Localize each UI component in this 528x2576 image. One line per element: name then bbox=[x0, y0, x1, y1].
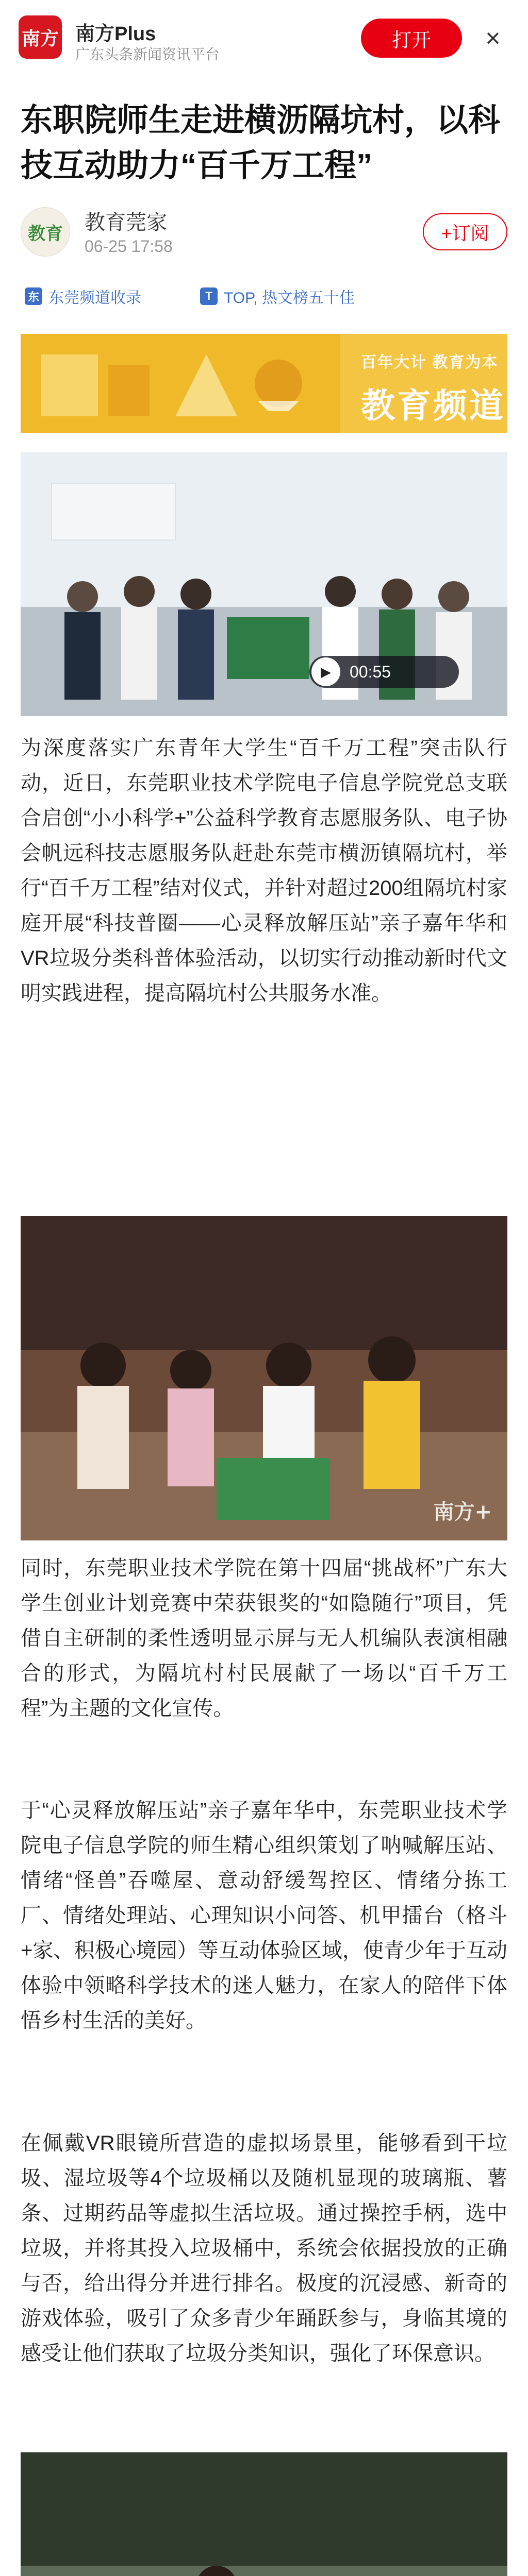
app-tagline: 广东头条新闻资讯平台 bbox=[75, 46, 220, 62]
photo-watermark: 南方+ bbox=[433, 1500, 492, 1524]
banner-title: 教育频道 bbox=[361, 386, 505, 425]
banner-decoration bbox=[21, 334, 340, 433]
tag-top-ranking[interactable] bbox=[196, 282, 361, 310]
article-photo[interactable] bbox=[21, 1216, 507, 1540]
app-download-bar bbox=[0, 0, 528, 77]
avatar[interactable]: 教育 bbox=[21, 207, 70, 257]
channel-icon: 东 bbox=[25, 287, 42, 305]
article-tags bbox=[21, 282, 507, 313]
article-photo[interactable] bbox=[21, 2452, 507, 2576]
article-paragraph: 在佩戴VR眼镜所营造的虚拟场景里，能够看到干垃圾、湿垃圾等4个垃圾桶以及随机显现的玻璃瓶、薯条、过期药品等虚拟生活垃圾。通过操控手柄，选中垃圾，并将其投入垃圾桶中，系统会依据投放的正确与否，给出得分并进行排名。极度的沉浸感、新奇的游戏体验，吸引了众多青少年踊跃参与，身临其境的感受让他们获取了垃圾分类知识，强化了环保意识。 bbox=[21, 2132, 507, 2365]
open-app-button[interactable]: 打开 bbox=[361, 19, 462, 58]
article-title: 东职院师生走进横沥隔坑村，以科技互动助力“百千万工程” bbox=[21, 103, 501, 183]
tag-dongguan-channel[interactable] bbox=[21, 282, 147, 310]
close-icon[interactable]: × bbox=[485, 24, 501, 53]
article-paragraph: 为深度落实广东青年大学生“百千万工程”突击队行动，近日，东莞职业技术学院电子信息学院党总支联合启创“小小科学+”公益科学教育志愿服务队、电子协会帆远科技志愿服务队赶赴东莞市横沥镇隔坑村，举行“百千万工程”结对仪式，并针对超过200组隔坑村家庭开展“科技普圈——心灵释放解压站”亲子嘉年华和VR垃圾分类科普体验活动，以切实行动推动新时代文明实践进程，提高隔坑村公共服务水准。 bbox=[21, 737, 507, 1005]
app-name: 南方Plus bbox=[75, 23, 156, 45]
video-duration: 00:55 bbox=[350, 662, 391, 681]
tag-label: 东莞频道收录 bbox=[48, 290, 141, 307]
author-row bbox=[21, 205, 507, 262]
article-paragraph: 于“心灵释放解压站”亲子嘉年华中，东莞职业技术学院电子信息学院的师生精心组织策划了呐喊解压站、情绪“怪兽”吞噬屋、意动舒缓驾控区、情绪分拣工厂、情绪处理站、心理知识小问答、机甲擂台（格斗+家、积极心境园）等互动体验区域，使青少年于互动体验中领略科学技术的迷人魅力，在家人的陪伴下体悟乡村生活的美好。 bbox=[21, 1799, 507, 2032]
author-name[interactable]: 教育莞家 bbox=[85, 211, 167, 234]
publish-date: 06-25 17:58 bbox=[85, 237, 173, 256]
article-video[interactable] bbox=[21, 452, 507, 716]
subscribe-button[interactable]: +订阅 bbox=[423, 213, 507, 250]
play-icon[interactable]: ▶ bbox=[311, 657, 340, 686]
video-controls[interactable] bbox=[309, 656, 459, 688]
top-icon: T bbox=[200, 287, 218, 305]
education-channel-banner[interactable] bbox=[21, 334, 507, 433]
tag-label: TOP, 热文榜五十佳 bbox=[224, 290, 355, 307]
article-paragraph: 同时，东莞职业技术学院在第十四届“挑战杯”广东大学生创业计划竞赛中荣获银奖的“如隐随行”项目，凭借自主研制的柔性透明显示屏与无人机编队表演相融合的形式，为隔坑村村民展献了一场以“百千万工程”为主题的文化宣传。 bbox=[21, 1557, 507, 1720]
nanfang-logo: 南方 bbox=[19, 15, 62, 59]
banner-slogan: 百年大计 教育为本 bbox=[361, 354, 499, 371]
